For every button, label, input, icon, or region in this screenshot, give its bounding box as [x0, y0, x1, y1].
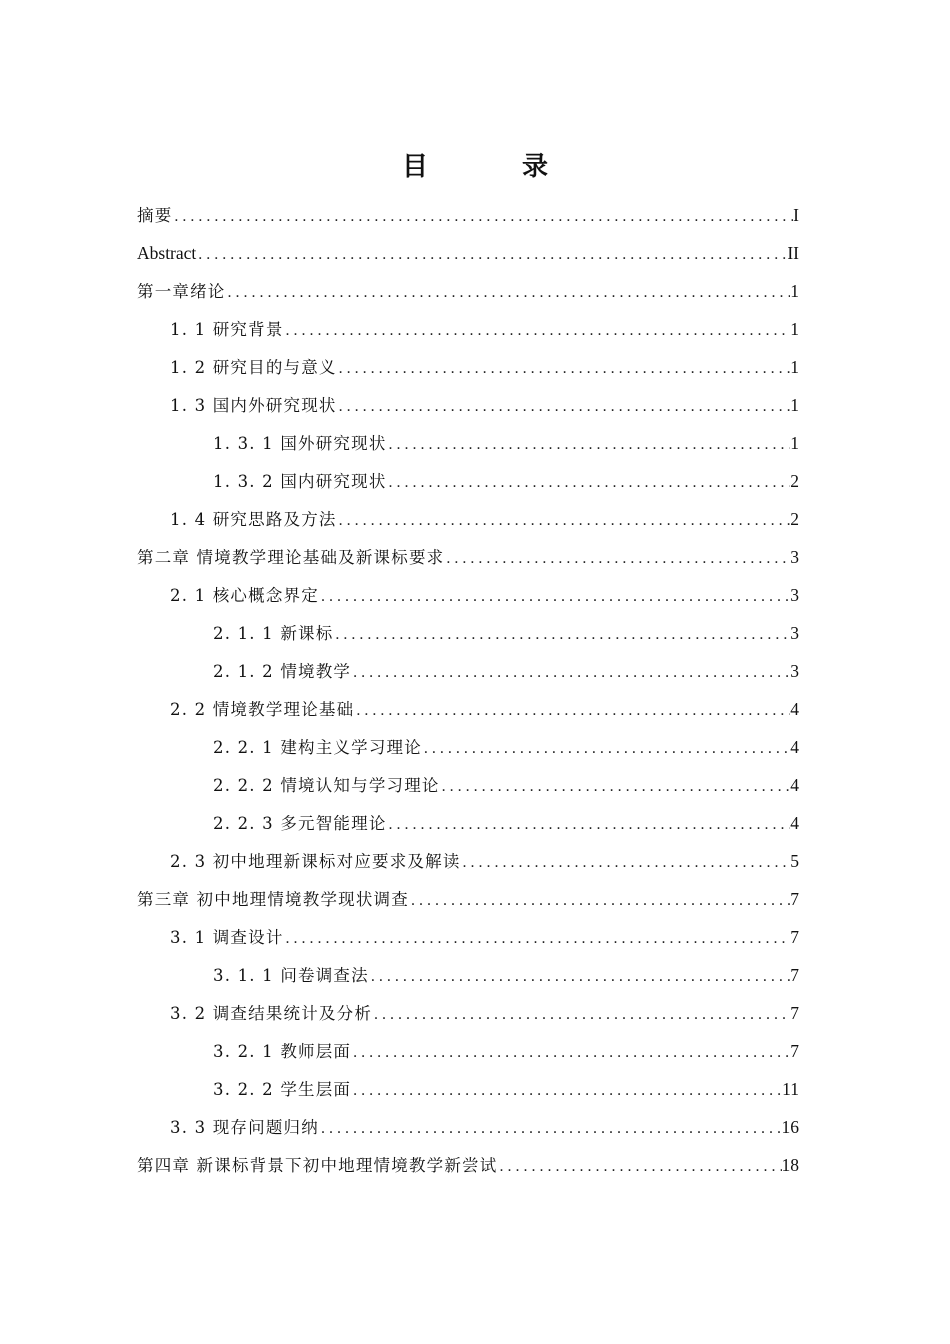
toc-entry[interactable]	[137, 424, 799, 462]
toc-entry-label: 1. 3. 2 国内研究现状	[213, 472, 387, 491]
toc-entry-label: 摘要	[137, 206, 173, 225]
toc-entry-page-number: 1	[790, 395, 799, 415]
toc-entry-label: 2. 1 核心概念界定	[170, 586, 319, 605]
dot-leader	[351, 1072, 782, 1110]
toc-entry[interactable]	[137, 614, 799, 652]
dot-leader	[337, 350, 791, 388]
toc-entry-page-number: 1	[790, 357, 799, 377]
toc-entry-label: 3. 3 现存问题归纳	[170, 1118, 319, 1137]
dot-leader	[226, 274, 791, 312]
toc-entry-page-number: 4	[790, 737, 799, 757]
toc-entry-label: 第二章 情境教学理论基础及新课标要求	[137, 548, 445, 567]
toc-entry[interactable]	[137, 1146, 799, 1184]
toc-entry-page-number: II	[787, 243, 799, 263]
toc-entry[interactable]	[137, 1032, 799, 1070]
toc-entry-page-number: 16	[781, 1117, 799, 1137]
toc-entry-label: 2. 2. 3 多元智能理论	[213, 814, 387, 833]
toc-entry[interactable]	[137, 196, 799, 234]
toc-entry-label: 1. 4 研究思路及方法	[170, 510, 337, 529]
toc-entry[interactable]	[137, 956, 799, 994]
dot-leader	[461, 844, 791, 882]
toc-entry-page-number: 7	[790, 889, 799, 909]
toc-entry-label: 第四章 新课标背景下初中地理情境教学新尝试	[137, 1156, 498, 1175]
toc-entry[interactable]	[137, 576, 799, 614]
toc-entry-label: 2. 2. 2 情境认知与学习理论	[213, 776, 440, 795]
toc-entry-label: 3. 2 调查结果统计及分析	[170, 1004, 373, 1023]
toc-entry-label: 1. 3 国内外研究现状	[170, 396, 337, 415]
table-of-contents	[137, 196, 799, 1184]
dot-leader	[284, 312, 791, 350]
toc-entry-page-number: 7	[790, 1003, 799, 1023]
toc-entry-label: Abstract	[137, 243, 197, 263]
dot-leader	[351, 1034, 790, 1072]
toc-title: 目 录	[401, 152, 582, 182]
toc-entry-label: 3. 2. 2 学生层面	[213, 1080, 352, 1099]
toc-entry[interactable]	[137, 310, 799, 348]
toc-entry-page-number: 1	[790, 281, 799, 301]
dot-leader	[337, 502, 791, 540]
toc-entry-label: 2. 1. 2 情境教学	[213, 662, 352, 681]
toc-entry-page-number: 1	[790, 319, 799, 339]
toc-entry[interactable]	[137, 918, 799, 956]
toc-entry-page-number: 7	[790, 927, 799, 947]
toc-entry[interactable]	[137, 880, 799, 918]
toc-entry-label: 2. 3 初中地理新课标对应要求及解读	[170, 852, 461, 871]
toc-entry[interactable]	[137, 842, 799, 880]
dot-leader	[387, 464, 791, 502]
toc-entry-page-number: 5	[790, 851, 799, 871]
dot-leader	[172, 198, 793, 236]
dot-leader	[333, 616, 790, 654]
toc-entry-label: 3. 2. 1 教师层面	[213, 1042, 352, 1061]
toc-entry-page-number: I	[793, 205, 799, 225]
toc-entry[interactable]	[137, 234, 799, 272]
toc-entry-page-number: 3	[790, 547, 799, 567]
toc-entry[interactable]	[137, 690, 799, 728]
toc-entry[interactable]	[137, 1108, 799, 1146]
toc-entry-page-number: 7	[790, 1041, 799, 1061]
toc-entry-page-number: 3	[790, 585, 799, 605]
toc-entry-page-number: 18	[781, 1155, 799, 1175]
toc-entry[interactable]	[137, 652, 799, 690]
toc-entry-page-number: 3	[790, 661, 799, 681]
toc-entry-page-number: 3	[790, 623, 799, 643]
dot-leader	[409, 882, 790, 920]
toc-entry[interactable]	[137, 272, 799, 310]
toc-entry-label: 3. 1. 1 问卷调查法	[213, 966, 369, 985]
toc-entry-page-number: 4	[790, 699, 799, 719]
dot-leader	[319, 1110, 782, 1148]
dot-leader	[497, 1148, 781, 1186]
toc-entry[interactable]	[137, 462, 799, 500]
dot-leader	[354, 692, 790, 730]
toc-entry[interactable]	[137, 994, 799, 1032]
toc-entry-label: 2. 2. 1 建构主义学习理论	[213, 738, 422, 757]
toc-entry-label: 2. 2 情境教学理论基础	[170, 700, 355, 719]
toc-entry-page-number: 2	[790, 509, 799, 529]
toc-entry-page-number: 1	[790, 433, 799, 453]
toc-entry[interactable]	[137, 766, 799, 804]
dot-leader	[351, 654, 790, 692]
dot-leader	[196, 236, 787, 274]
toc-entry-label: 第三章 初中地理情境教学现状调查	[137, 890, 409, 909]
toc-entry-label: 2. 1. 1 新课标	[213, 624, 334, 643]
toc-entry[interactable]	[137, 538, 799, 576]
toc-entry[interactable]	[137, 804, 799, 842]
toc-entry-page-number: 4	[790, 775, 799, 795]
dot-leader	[387, 806, 791, 844]
dot-leader	[444, 540, 790, 578]
toc-entry[interactable]	[137, 348, 799, 386]
toc-entry-page-number: 7	[790, 965, 799, 985]
toc-entry-label: 1. 1 研究背景	[170, 320, 284, 339]
toc-entry-page-number: 11	[782, 1079, 799, 1099]
toc-entry-label: 1. 3. 1 国外研究现状	[213, 434, 387, 453]
dot-leader	[387, 426, 791, 464]
dot-leader	[369, 958, 790, 996]
dot-leader	[284, 920, 791, 958]
toc-entry-label: 第一章绪论	[137, 282, 226, 301]
toc-entry-label: 1. 2 研究目的与意义	[170, 358, 337, 377]
dot-leader	[319, 578, 790, 616]
toc-entry[interactable]	[137, 500, 799, 538]
dot-leader	[337, 388, 791, 426]
dot-leader	[440, 768, 791, 806]
toc-entry-label: 3. 1 调查设计	[170, 928, 284, 947]
dot-leader	[422, 730, 790, 768]
toc-entry[interactable]	[137, 386, 799, 424]
dot-leader	[372, 996, 790, 1034]
toc-entry[interactable]	[137, 728, 799, 766]
toc-entry[interactable]	[137, 1070, 799, 1108]
toc-entry-page-number: 4	[790, 813, 799, 833]
toc-entry-page-number: 2	[790, 471, 799, 491]
